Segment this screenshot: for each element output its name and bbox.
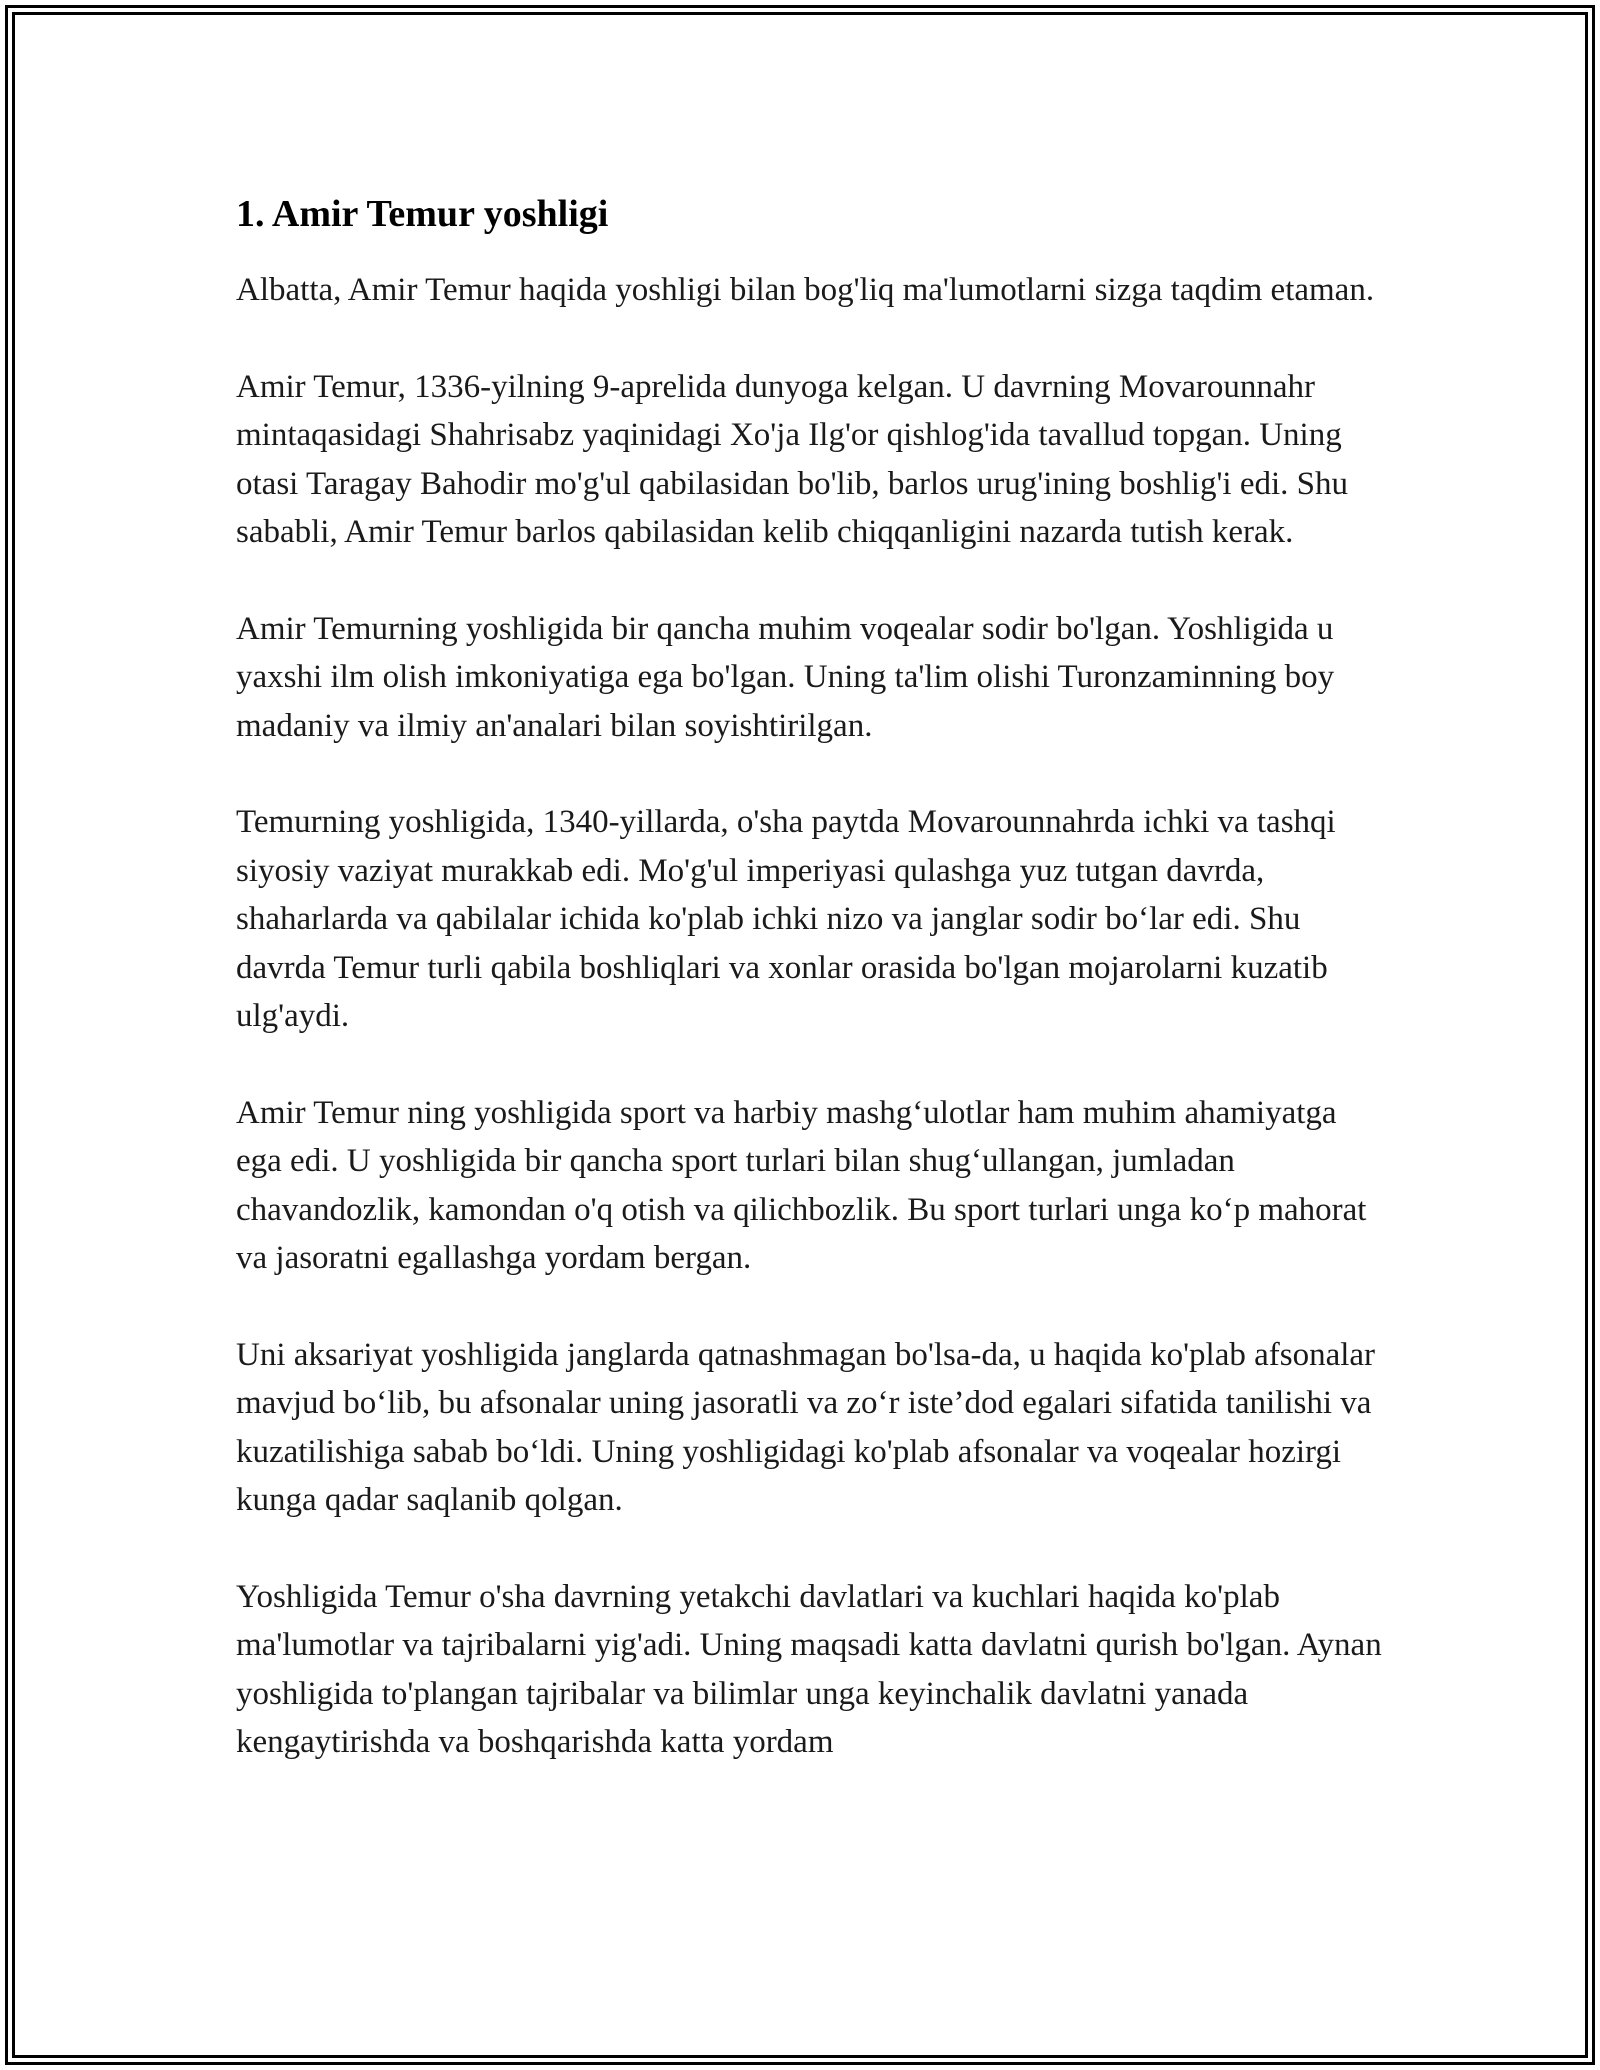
paragraph-sports-training: Amir Temur ning yoshligida sport va harbiy mashg‘ulotlar ham muhim ahamiyatga ega edi. U yoshligida bir qancha sport turlari bilan shug‘ullangan, jumladan chavandozlik, kamondan o'q otish va qilichbozlik. Bu sport turlari unga ko‘p mahorat va jasoratni egallashga yordam bergan.: [236, 1094, 1367, 1276]
paragraph-education: Amir Temurning yoshligida bir qancha muhim voqealar sodir bo'lgan. Yoshligida u yaxshi ilm olish imkoniyatiga ega bo'lgan. Uning ta'lim olishi Turonzaminning boy madaniy va ilmiy an'analari bilan soyishtirilgan.: [236, 610, 1335, 744]
document-body: [236, 186, 1386, 1767]
paragraph-experience: Yoshligida Temur o'sha davrning yetakchi davlatlari va kuchlari haqida ko'plab ma'lumotlar va tajribalarni yig'adi. Uning maqsadi katta davlatni qurish bo'lgan. Aynan yoshligida to'plangan tajribalar va bilimlar unga keyinchalik davlatni yanada kengaytirishda va boshqarishda katta yordam: [236, 1578, 1382, 1760]
paragraph-legends: Uni aksariyat yoshligida janglarda qatnashmagan bo'lsa-da, u haqida ko'plab afsonalar mavjud bo‘lib, bu afsonalar uning jasoratli va zo‘r iste’dod egalari sifatida tanilishi va kuzatilishiga sabab bo‘ldi. Uning yoshligidagi ko'plab afsonalar va voqealar hozirgi kunga qadar saqlanib qolgan.: [236, 1336, 1376, 1518]
paragraph-intro: Albatta, Amir Temur haqida yoshligi bilan bog'liq ma'lumotlarni sizga taqdim etaman.: [236, 272, 1375, 308]
paragraph-birth: Amir Temur, 1336-yilning 9-aprelida dunyoga kelgan. U davrning Movarounnahr mintaqasidagi Shahrisabz yaqinidagi Xo'ja Ilg'or qishlog'ida tavallud topgan. Uning otasi Taragay Bahodir mo'g'ul qabilasidan bo'lib, barlos urug'ining boshlig'i edi. Shu sababli, Amir Temur barlos qabilasidan kelib chiqqanligini nazarda tutish kerak.: [236, 368, 1349, 550]
paragraph-political-situation: Temurning yoshligida, 1340-yillarda, o'sha paytda Movarounnahrda ichki va tashqi siyosiy vaziyat murakkab edi. Mo'g'ul imperiyasi qulashga yuz tutgan davrda, shaharlarda va qabilalar ichida ko'plab ichki nizo va janglar sodir bo‘lar edi. Shu davrda Temur turli qabila boshliqlari va xonlar orasida bo'lgan mojarolarni kuzatib ulg'aydi.: [236, 804, 1336, 1034]
section-heading: 1. Amir Temur yoshligi: [236, 193, 609, 235]
